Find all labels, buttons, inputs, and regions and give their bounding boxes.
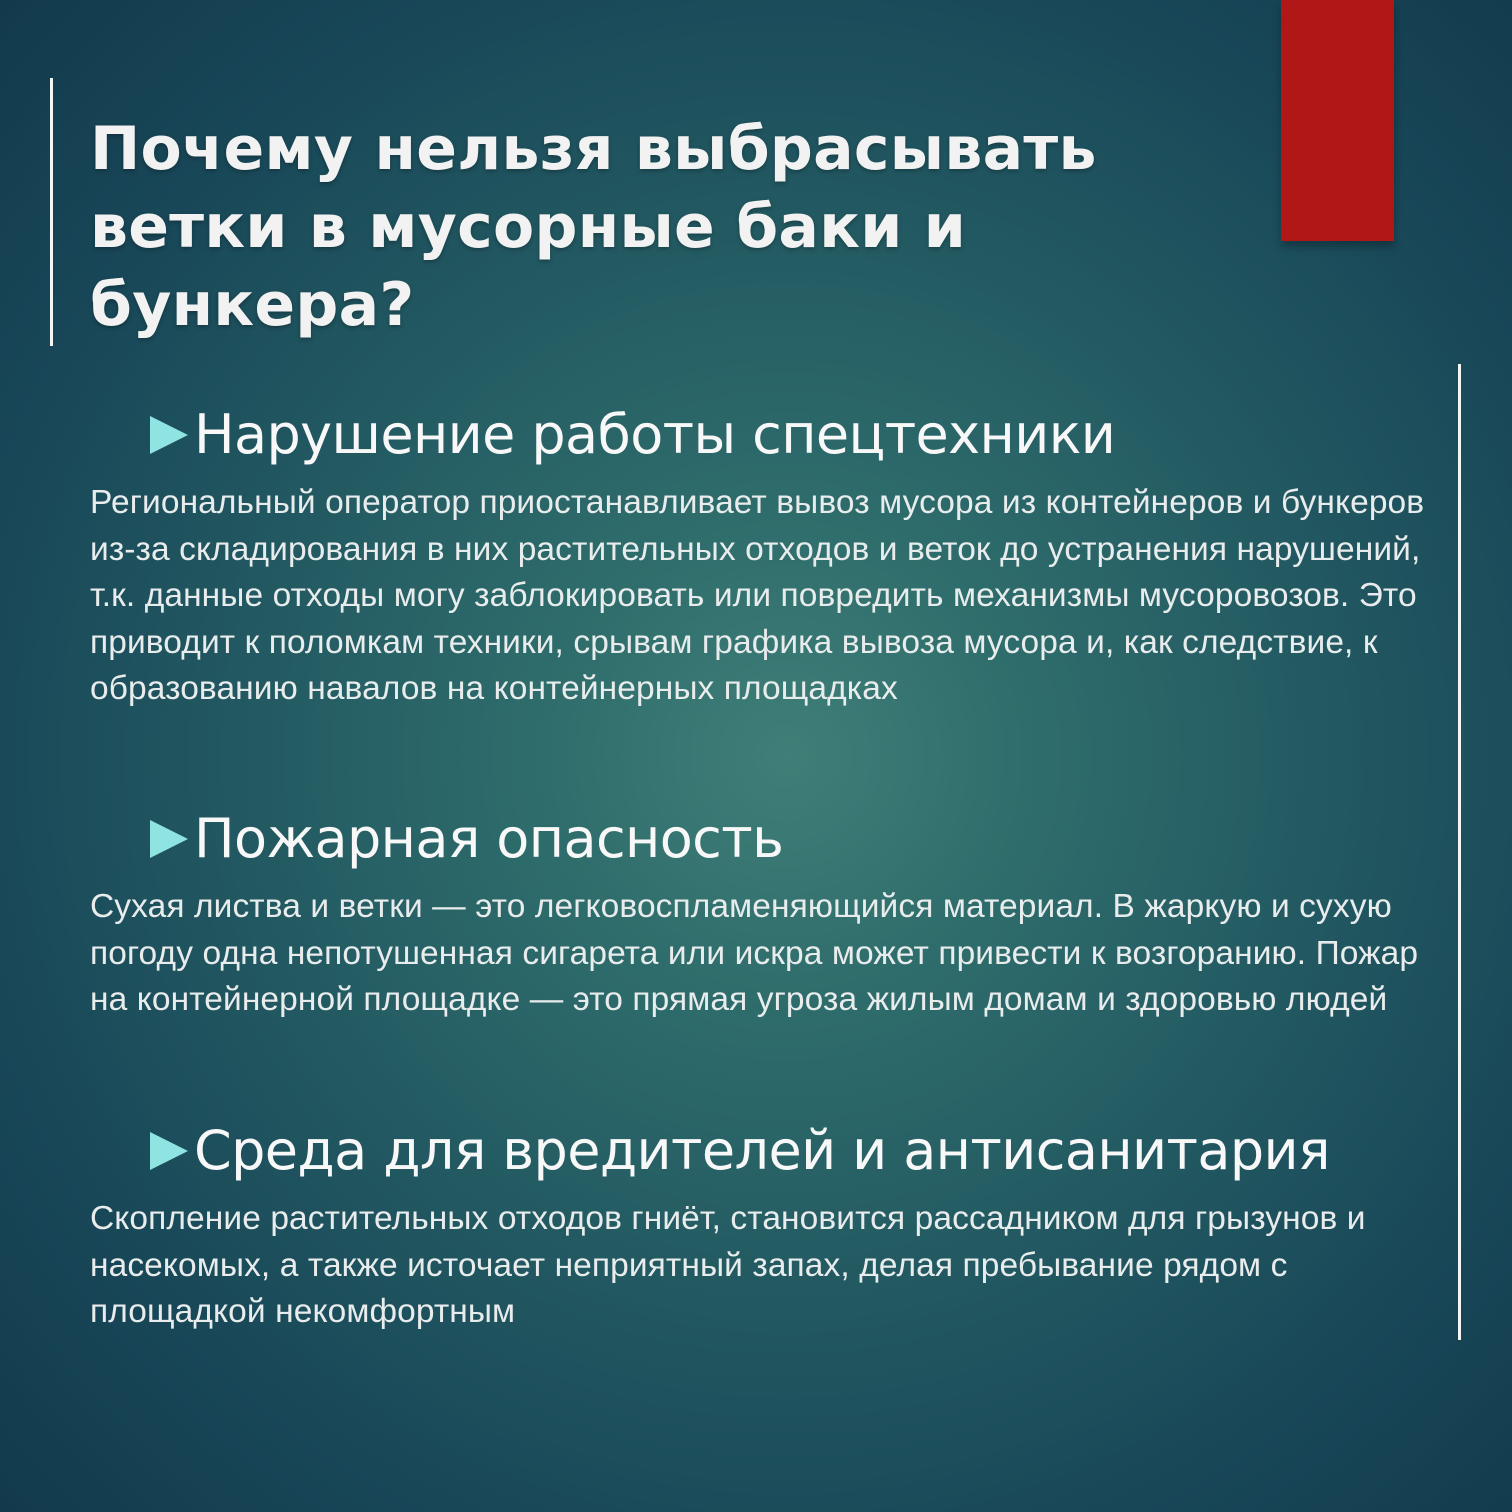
section-heading-row <box>90 404 1430 466</box>
left-divider-line <box>50 78 53 346</box>
section-heading-row <box>90 1120 1430 1182</box>
section-body-text: Сухая листва и ветки — это легковоспламеняющийся материал. В жаркую и сухую погоду одна непотушенная сигарета или искра может привести к возгоранию. Пожар на контейнерной площадке — это прямая угроза жилым домам и здоровью людей <box>90 888 1419 1018</box>
slide-title: Почему нельзя выбрасывать ветки в мусорные баки и бункера? <box>90 114 1097 340</box>
play-arrow-icon <box>150 820 188 858</box>
red-accent-block <box>1281 0 1394 241</box>
section-heading: Пожарная опасность <box>194 807 784 870</box>
section-heading: Нарушение работы спецтехники <box>194 403 1116 466</box>
section-pests-sanitation <box>90 1120 1430 1336</box>
play-arrow-icon <box>150 416 188 454</box>
section-heading: Среда для вредителей и антисанитария <box>194 1119 1330 1182</box>
right-divider-line <box>1458 364 1461 1340</box>
section-fire-hazard <box>90 808 1430 1024</box>
section-equipment-damage <box>90 404 1430 713</box>
section-heading-row <box>90 808 1430 870</box>
section-body-text: Скопление растительных отходов гниёт, становится рассадником для грызунов и насекомых, а также источает неприятный запах, делая пребывание рядом с площадкой некомфортным <box>90 1200 1366 1330</box>
play-arrow-icon <box>150 1132 188 1170</box>
section-body-text: Региональный оператор приостанавливает вывоз мусора из контейнеров и бункеров из-за складирования в них растительных отходов и веток до устранения нарушений, т.к. данные отходы могу заблокировать или повредить механизмы мусоровозов. Это приводит к поломкам техники, срывам графика вывоза мусора и, как следствие, к образованию навалов на контейнерных площадках <box>90 484 1425 707</box>
